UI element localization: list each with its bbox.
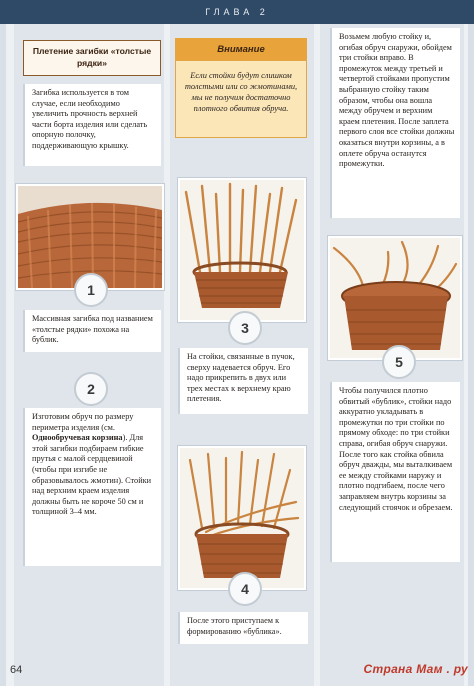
photo-first-layer [328,236,462,360]
photo-stakes-hoop [178,178,306,322]
right-intro-text: Возьмем любую стойку и, огибая обруч снаружи, обойдем три стойки вправо. В промежуток между третьей и четвертой стойками пропустим выбранную стойку таким образом, чтобы она вошла между обручем и верхним краем плетения. После заплета первого слоя все стойки должны оказаться внутри корзины, а в оплете обруча останутся промежутки. [330,28,460,218]
warning-title: Внимание [175,38,307,60]
step-2-text [23,408,161,566]
step-2-badge: 2 [74,372,108,406]
chapter-header [0,0,474,24]
step-1-text: Массивная загибка под названием «толстые рядки» похожа на бублик. [23,310,161,352]
step-5-badge: 5 [382,345,416,379]
section-title: Плетение загибки «толстые рядки» [23,40,161,76]
step-2-text-b: ). Для этой загибки подбираем гибкие прутья с малой сердцевиной (чтобы при изгибе не образовывалось жмотин). Стойки над верхним краем изделия должны быть не короче 50 см и толщиной 3–4 мм. [32,433,152,517]
intro-text: Загибка используется в том случае, если необходимо увеличить прочность верхней части борта изделия или сделать опорную полочку, поддерживающую крышку. [23,84,161,166]
step-4-text: После этого приступаем к формированию «бублика». [178,612,308,644]
step-2-text-a: Изготовим обруч по размеру периметра изделия (см. [32,412,134,432]
warning-text: Если стойки будут слишком толстыми или со жмотинами, мы не получим достаточно плотного обвития обруча. [175,60,307,138]
left-margin-strip [0,24,6,686]
step-2-bold-ref: Однообручевая корзина [32,433,123,443]
step-5-text: Чтобы получился плотно обвитый «бублик», стойки надо аккуратно укладывать в промежутки по три стойки по прямому обходе: по три стойки справа, огибая обруч снаружи. После того как стойка обвила обруч дважды, мы выталкиваем ее между стойками наружу и плотно подгибаем, после чего заправляем внутрь корзины за следующий стоячок и обрезаем. [330,382,460,562]
page-number: 64 [10,664,23,676]
step-3-text: На стойки, связанные в пучок, сверху надевается обруч. Его надо прикрепить в двух или трех местах к верхнему краю плетения. [178,348,308,414]
step-1-badge: 1 [74,273,108,307]
chapter-title: ГЛАВА 2 [205,7,269,17]
step-3-badge: 3 [228,311,262,345]
photo-forming-ring [178,446,306,590]
site-watermark: Страна Мам . ру [363,662,468,676]
step-4-badge: 4 [228,572,262,606]
right-margin-strip [468,24,474,686]
